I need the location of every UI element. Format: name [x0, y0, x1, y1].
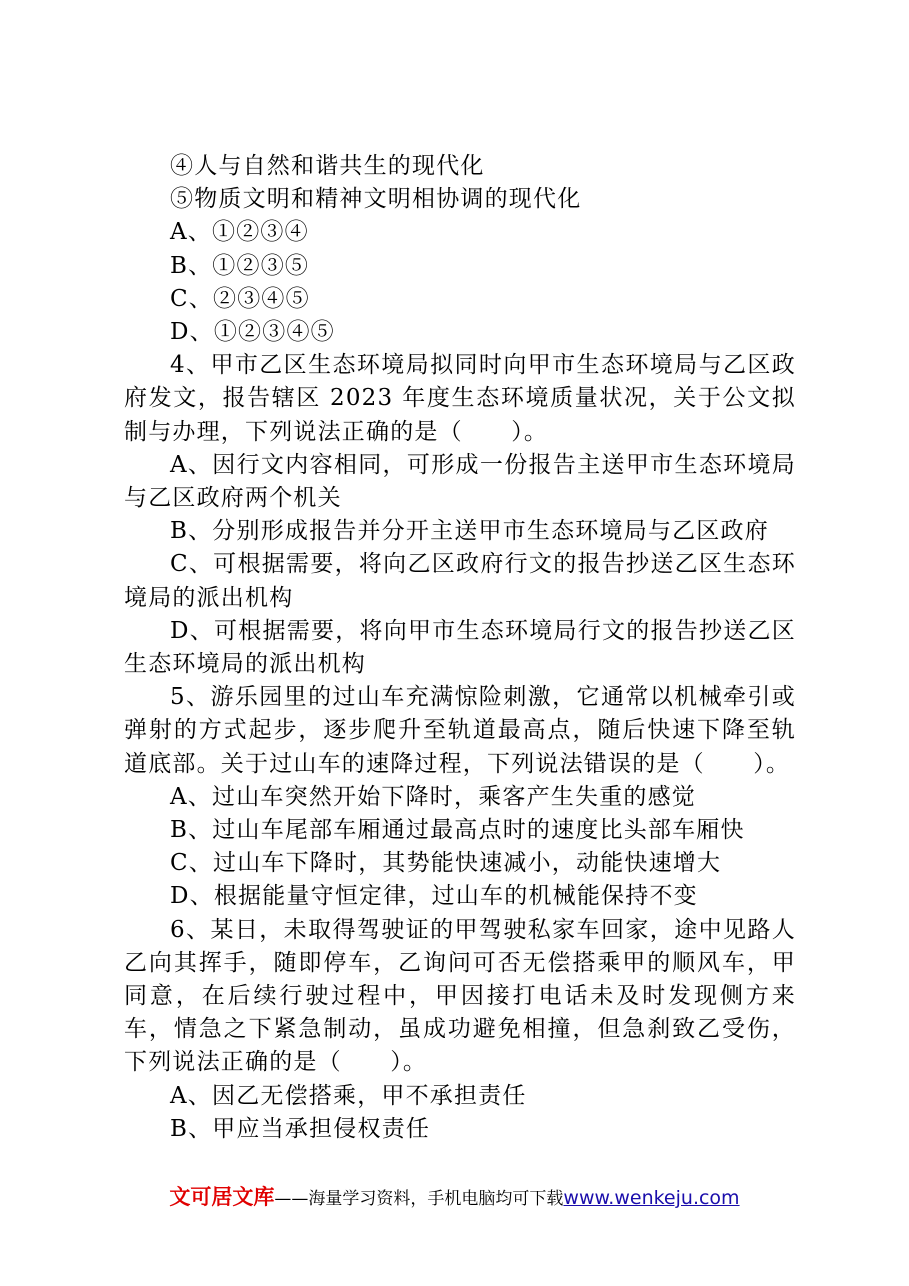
- answer-choice-c: C、②③④⑤: [170, 285, 310, 312]
- page-footer: [0, 1181, 909, 1211]
- option-item-5: ⑤物质文明和精神文明相协调的现代化: [170, 186, 582, 213]
- footer-site-link[interactable]: www.wenkeju.com: [563, 1187, 740, 1209]
- footer-brand: 文可居文库: [169, 1185, 275, 1209]
- footer-slogan: ——海量学习资料，手机电脑均可下载: [274, 1189, 564, 1209]
- question-4: 4、甲市乙区生态环境局拟同时向甲市生态环境局与乙区政府发文，报告辖区 2023 年度生态环境质量状况，关于公文拟制与办理，下列说法正确的是（ ）。: [124, 352, 796, 445]
- question-5-choice-d: D、根据能量守恒定律，过山车的机械能保持不变: [170, 883, 698, 910]
- option-item-4: ④人与自然和谐共生的现代化: [170, 153, 485, 179]
- question-6-choice-a: A、因乙无偿搭乘，甲不承担责任: [170, 1082, 527, 1109]
- document-body: [124, 150, 796, 1146]
- question-6-choice-b: B、甲应当承担侵权责任: [170, 1115, 431, 1142]
- question-4-choice-d: D、可根据需要，将向甲市生态环境局行文的报告抄送乙区生态环境局的派出机构: [124, 617, 796, 678]
- question-4-choice-c: C、可根据需要，将向乙区政府行文的报告抄送乙区生态环境局的派出机构: [124, 551, 796, 611]
- question-5-choice-c: C、过山车下降时，其势能快速减小，动能快速增大: [170, 850, 722, 877]
- question-5-choice-a: A、过山车突然开始下降时，乘客产生失重的感觉: [170, 783, 697, 810]
- answer-choice-a: A、①②③④: [170, 219, 309, 246]
- answer-choice-d: D、①②③④⑤: [170, 319, 335, 346]
- question-5: 5、游乐园里的过山车充满惊险刺激，它通常以机械牵引或弹射的方式起步，逐步爬升至轨道最高点，随后快速下降至轨道底部。关于过山车的速降过程，下列说法错误的是（ ）。: [124, 684, 796, 777]
- question-5-choice-b: B、过山车尾部车厢通过最高点时的速度比头部车厢快: [170, 817, 745, 844]
- question-4-choice-a: A、因行文内容相同，可形成一份报告主送甲市生态环境局与乙区政府两个机关: [124, 451, 796, 512]
- answer-choice-b: B、①②③⑤: [170, 252, 310, 279]
- question-6: 6、某日，未取得驾驶证的甲驾驶私家车回家，途中见路人乙向其挥手，随即停车，乙询问可否无偿搭乘甲的顺风车，甲同意，在后续行驶过程中，甲因接打电话未及时发现侧方来车，情急之下紧急制动，虽成功避免相撞，但急刹致乙受伤，下列说法正确的是（ ）。: [124, 916, 796, 1076]
- question-4-choice-b: B、分别形成报告并分开主送甲市生态环境局与乙区政府: [170, 518, 769, 545]
